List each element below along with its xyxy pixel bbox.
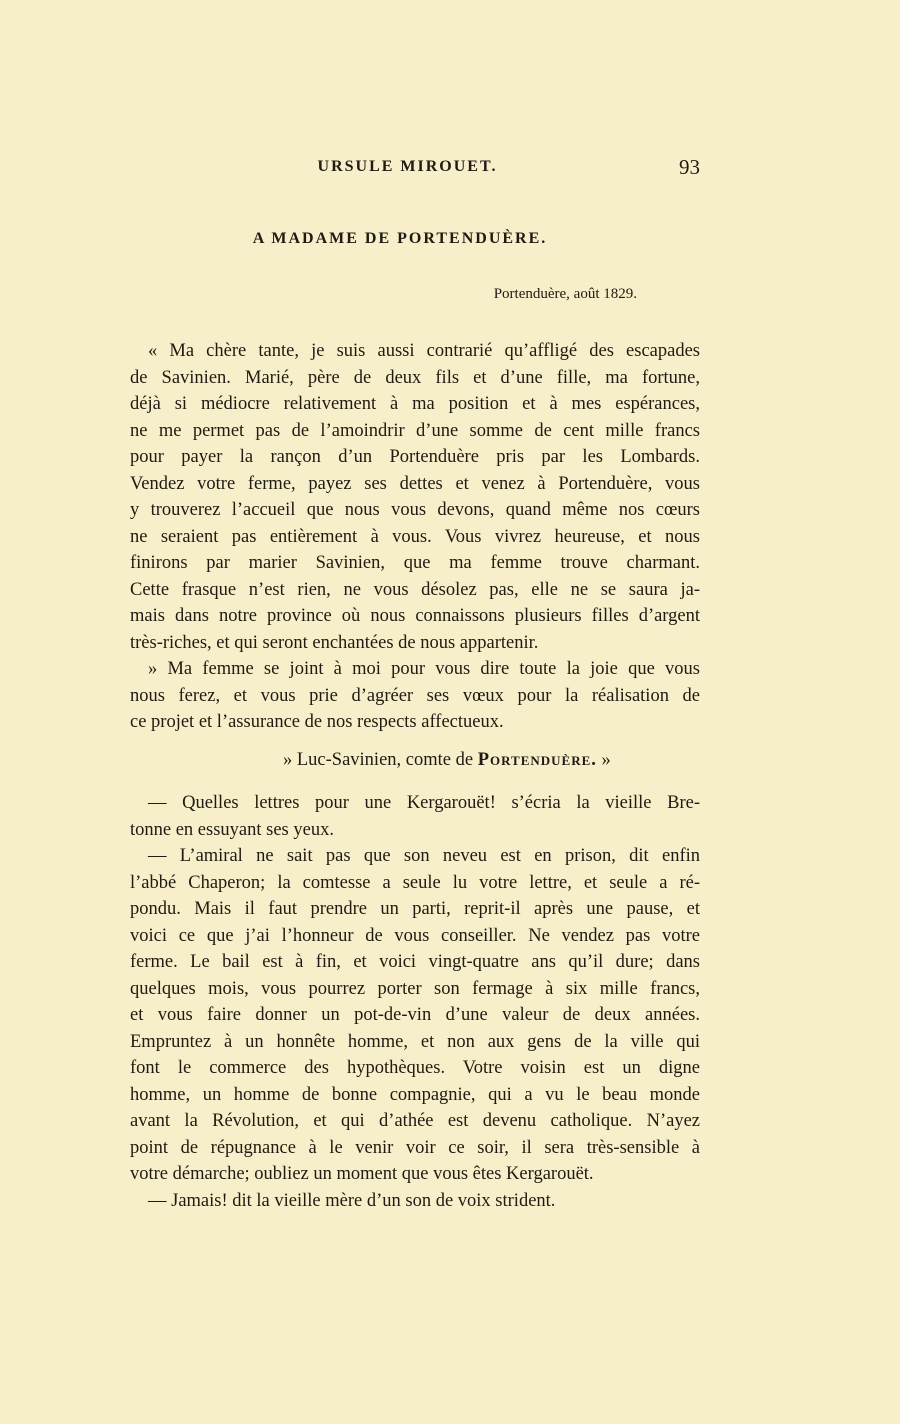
- text-line: « Ma chère tante, je suis aussi contrarié qu’affligé des escapades: [148, 341, 700, 361]
- text-line: l’abbé Chaperon; la comtesse a seule lu votre lettre, et seule a ré-: [130, 872, 700, 893]
- letter-signature: [283, 750, 611, 771]
- text-line: ne seraient pas entièrement à vous. Vous vivrez heureuse, et nous: [130, 526, 700, 547]
- dialogue-body: [130, 790, 700, 1214]
- text-line: nous ferez, et vous prie d’agréer ses vœux pour la réalisation de: [130, 685, 700, 706]
- letter-body: [130, 338, 700, 736]
- text-line: Vendez votre ferme, payez ses dettes et venez à Portenduère, vous: [130, 473, 700, 494]
- text-line: pour payer la rançon d’un Portenduère pris par les Lombards.: [130, 447, 700, 467]
- running-title: URSULE MIROUET.: [317, 158, 498, 175]
- letter-dateline: Portenduère, août 1829.: [493, 286, 637, 302]
- text-line: tonne en essuyant ses yeux.: [130, 819, 334, 840]
- text-line: très-riches, et qui seront enchantées de nous appartenir.: [130, 632, 539, 653]
- text-line: et vous faire donner un pot-de-vin d’une valeur de deux années.: [130, 1005, 700, 1025]
- letter-heading: A MADAME DE PORTENDUÈRE.: [252, 230, 548, 247]
- text-line: — L’amiral ne sait pas que son neveu est en prison, dit enfin: [148, 846, 700, 866]
- text-line: quelques mois, vous pourrez porter son fermage à six mille francs,: [130, 978, 700, 999]
- text-line: ferme. Le bail est à fin, et voici vingt-quatre ans qu’il dure; dans: [130, 952, 700, 972]
- text-line: mais dans notre province où nous connaissons plusieurs filles d’argent: [130, 606, 700, 626]
- text-line: font le commerce des hypothèques. Votre voisin est un digne: [130, 1058, 700, 1078]
- text-line: Empruntez à un honnête homme, et non aux gens de la ville qui: [130, 1031, 700, 1052]
- text-line: homme, un homme de bonne compagnie, qui a vu le beau monde: [130, 1084, 700, 1105]
- signature-name: Portenduère.: [477, 750, 597, 770]
- text-line: ne me permet pas de l’amoindrir d’une somme de cent mille francs: [130, 420, 700, 441]
- text-line: pondu. Mais il faut prendre un parti, reprit-il après une pause, et: [130, 899, 700, 919]
- text-line: déjà si médiocre relativement à ma position et à mes espérances,: [130, 394, 700, 414]
- text-line: y trouverez l’accueil que nous vous devons, quand même nos cœurs: [130, 500, 700, 520]
- text-line: ce projet et l’assurance de nos respects affectueux.: [130, 712, 504, 732]
- text-line: point de répugnance à le venir voir ce soir, il sera très-sensible à: [130, 1137, 700, 1158]
- page-number: 93: [679, 155, 700, 179]
- text-line: finirons par marier Savinien, que ma femme trouve charmant.: [130, 553, 700, 573]
- text-line: avant la Révolution, et qui d’athée est devenu catholique. N’ayez: [130, 1111, 700, 1131]
- signature-suffix: »: [601, 750, 611, 770]
- text-line: votre démarche; oubliez un moment que vous êtes Kergarouët.: [130, 1164, 594, 1184]
- text-line: » Ma femme se joint à moi pour vous dire toute la joie que vous: [148, 659, 700, 679]
- text-line: voici ce que j’ai l’honneur de vous conseiller. Ne vendez pas votre: [130, 925, 700, 946]
- text-line: de Savinien. Marié, père de deux fils et d’une fille, ma fortune,: [130, 367, 700, 388]
- text-line: — Quelles lettres pour une Kergarouët! s’écria la vieille Bre-: [148, 793, 700, 813]
- text-line: — Jamais! dit la vieille mère d’un son de voix strident.: [148, 1190, 556, 1211]
- running-head: [130, 155, 700, 181]
- text-line: Cette frasque n’est rien, ne vous désolez pas, elle ne se saura ja-: [130, 579, 700, 600]
- signature-prefix: » Luc-Savinien, comte de: [283, 750, 474, 770]
